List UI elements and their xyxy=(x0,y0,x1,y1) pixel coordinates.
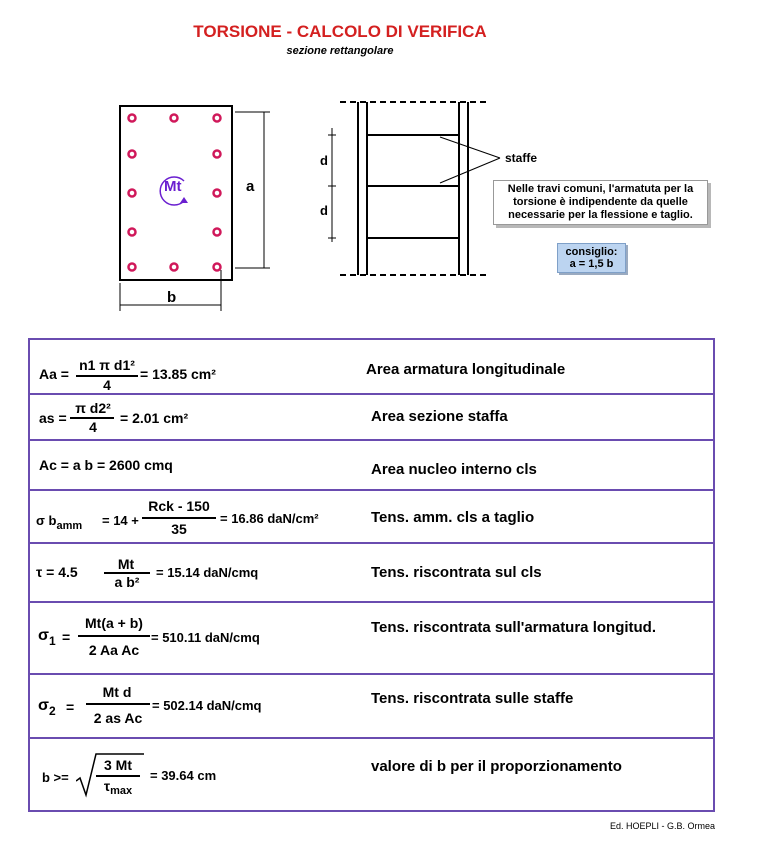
formula-denominator: 2 Aa Ac xyxy=(88,642,140,658)
formula-result: = 510.11 daN/cmq xyxy=(151,630,260,645)
formula-numerator: Mt d xyxy=(102,684,132,700)
table-row xyxy=(30,395,713,441)
formula-lhs: as = xyxy=(39,410,67,426)
row-description: Area sezione staffa xyxy=(371,408,508,425)
tip-line: a = 1,5 b xyxy=(569,258,614,270)
formula-numerator: Mt xyxy=(117,556,135,572)
table-row xyxy=(30,544,713,603)
formula-numerator: π d2² xyxy=(75,400,111,416)
footer-credit: Ed. HOEPLI - G.B. Ormea xyxy=(609,821,715,831)
row-description: Tens. riscontrata sull'armatura longitud. xyxy=(371,619,657,636)
tip-box xyxy=(557,243,626,273)
table-row xyxy=(30,739,713,810)
label-staffe: staffe xyxy=(505,151,538,165)
label-d: d xyxy=(320,203,328,218)
page-title: TORSIONE - CALCOLO DI VERIFICA xyxy=(193,22,487,41)
formula-numerator: Mt(a + b) xyxy=(85,615,143,631)
label-a: a xyxy=(246,178,255,195)
formula-denominator: 2 as Ac xyxy=(93,710,143,726)
formula-denominator: 35 xyxy=(171,521,187,537)
formula-numerator: Rck - 150 xyxy=(148,498,210,514)
formula-lhs: σ xyxy=(38,627,49,644)
formula-expression: Ac = a b = 2600 cmq xyxy=(39,457,173,473)
row-description: Tens. amm. cls a taglio xyxy=(371,509,535,526)
cross-section-diagram xyxy=(100,95,290,315)
formula-operator: = xyxy=(62,629,71,645)
note-line: necessarie per la flessione e taglio. xyxy=(508,209,693,221)
table-row xyxy=(30,491,713,544)
note-line: Nelle travi comuni, l'armatuta per la xyxy=(507,183,694,195)
formula-numerator: n1 π d1² xyxy=(79,357,135,373)
formula-result: = 13.85 cm² xyxy=(140,366,216,382)
formula-lhs: b >= xyxy=(42,770,69,785)
formula-table xyxy=(28,338,715,812)
formula-lhs: Aa = xyxy=(39,366,69,382)
table-row xyxy=(30,603,713,675)
formula-lhs: σ xyxy=(38,697,49,714)
table-row xyxy=(30,675,713,739)
formula-result: = 16.86 daN/cm² xyxy=(220,511,319,526)
row-description: Tens. riscontrata sulle staffe xyxy=(371,690,574,707)
formula-denominator: τ xyxy=(103,778,111,794)
formula-result: = 2.01 cm² xyxy=(120,410,189,426)
formula-result: = 15.14 daN/cmq xyxy=(156,565,259,580)
formula-result: = 39.64 cm xyxy=(150,768,217,783)
formula-result: = 502.14 daN/cmq xyxy=(152,698,262,713)
row-description: valore di b per il proporzionamento xyxy=(371,758,622,775)
label-mt: Mt xyxy=(164,178,182,195)
formula-lhs: σ b xyxy=(36,513,57,528)
formula-denominator: 4 xyxy=(89,419,97,435)
formula-subscript: amm xyxy=(56,520,83,532)
note-line: torsione è indipendente da quelle xyxy=(513,196,688,208)
formula-subscript: 2 xyxy=(48,704,56,718)
table-row xyxy=(30,340,713,395)
row-description: Tens. riscontrata sul cls xyxy=(371,564,542,581)
formula-operator: = xyxy=(66,699,75,715)
formula-subscript: 1 xyxy=(48,634,56,648)
label-d: d xyxy=(320,153,328,168)
row-description: Area nucleo interno cls xyxy=(371,461,537,478)
label-b: b xyxy=(167,289,177,306)
formula-lhs: τ = 4.5 xyxy=(36,564,78,580)
tip-line: consiglio: xyxy=(565,246,618,258)
formula-operator: = 14 + xyxy=(102,513,139,528)
formula-subscript: max xyxy=(110,785,133,797)
page-subtitle: sezione rettangolare xyxy=(286,45,394,57)
stirrups-diagram xyxy=(310,95,510,285)
row-description: Area armatura longitudinale xyxy=(366,361,566,378)
formula-denominator: 4 xyxy=(103,377,111,393)
table-row xyxy=(30,441,713,491)
note-box xyxy=(493,180,708,225)
formula-numerator: 3 Mt xyxy=(104,757,132,773)
formula-denominator: a b² xyxy=(114,574,140,590)
